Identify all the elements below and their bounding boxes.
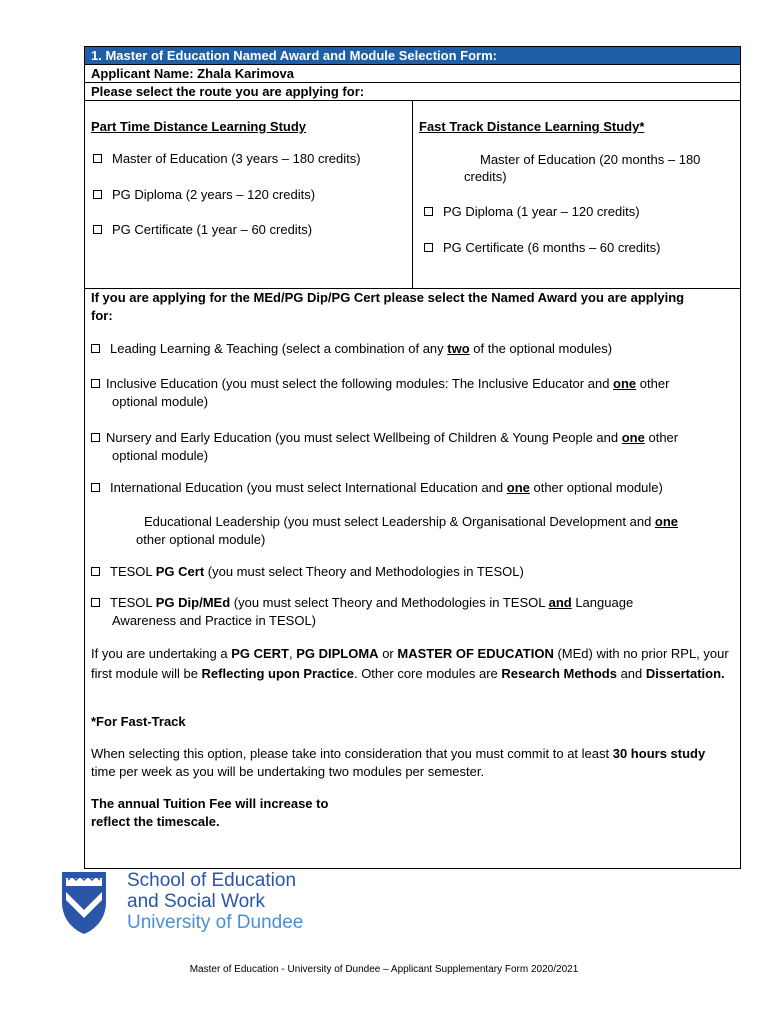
checkbox[interactable] [91,567,100,576]
checkbox[interactable] [424,243,433,252]
part-time-heading: Part Time Distance Learning Study [91,119,307,134]
fast-track-option-pgcert[interactable]: PG Certificate (6 months – 60 credits) [424,239,660,256]
checkbox[interactable] [91,483,100,492]
tuition-fee-note: The annual Tuition Fee will increase to reflect the timescale. [91,796,329,829]
checkbox[interactable] [91,433,100,442]
award-prompt: If you are applying for the MEd/PG Dip/PG Cert please select the Named Award you are applying for: [91,290,685,323]
award-international-education[interactable]: International Education (you must select International Education and one other optional module) [91,479,732,497]
form-title: 1. Master of Education Named Award and Module Selection Form: [85,47,740,65]
fast-track-column [413,101,740,288]
part-time-option-pgcert[interactable]: PG Certificate (1 year – 60 credits) [93,221,312,238]
checkbox[interactable] [91,379,100,388]
fast-track-note-heading: *For Fast-Track [91,714,186,729]
checkbox[interactable] [424,207,433,216]
checkbox[interactable] [93,225,102,234]
checkbox[interactable] [91,344,100,353]
award-educational-leadership[interactable]: Educational Leadership (you must select Leadership & Organisational Development and one other optional module) [136,514,679,547]
award-leading-learning[interactable]: Leading Learning & Teaching (select a combination of any two of the optional modules) [91,340,732,358]
fast-track-option-pgdip[interactable]: PG Diploma (1 year – 120 credits) [424,203,640,220]
university-logo [60,870,350,940]
applicant-name: Applicant Name: Zhala Karimova [85,65,740,83]
award-tesol-pgdip-med[interactable]: TESOL PG Dip/MEd (you must select Theory and Methodologies in TESOL and Language Awareness and Practice in TESOL) [91,594,732,630]
checkbox[interactable] [91,598,100,607]
award-inclusive-education[interactable]: Inclusive Education (you must select the following modules: The Inclusive Educator and one other optional module) [91,375,732,411]
award-nursery-early-education[interactable]: Nursery and Early Education (you must select Wellbeing of Children & Young People and one other optional module) [91,429,732,465]
fast-track-option-med[interactable]: Master of Education (20 months – 180 [480,152,701,167]
checkbox[interactable] [93,190,102,199]
page-footer: Master of Education - University of Dundee – Applicant Supplementary Form 2020/2021 [189,964,579,975]
fast-track-note: When selecting this option, please take into consideration that you must commit to at least 30 hours study time per week as you will be undertaking two modules per semester. [91,746,706,779]
dundee-shield-icon [60,870,108,936]
fast-track-option-med-line2: credits) [464,169,507,184]
named-award-section [85,289,740,869]
logo-text: School of Education and Social Work University of Dundee [127,870,304,933]
fast-track-heading: Fast Track Distance Learning Study* [419,119,645,134]
part-time-option-pgdip[interactable]: PG Diploma (2 years – 120 credits) [93,186,315,203]
core-modules-note: If you are undertaking a PG CERT, PG DIPLOMA or MASTER OF EDUCATION (MEd) with no prior RPL, your first module will be Reflecting upon Practice. Other core modules are Research Methods and Dissertation. [91,646,729,681]
checkbox[interactable] [93,154,102,163]
part-time-option-med[interactable]: Master of Education (3 years – 180 credits) [93,150,361,167]
route-prompt: Please select the route you are applying for: [85,83,740,101]
award-tesol-pgcert[interactable]: TESOL PG Cert (you must select Theory and Methodologies in TESOL) [91,563,732,581]
part-time-column [85,101,413,288]
route-options [85,101,740,289]
selection-form [84,46,741,869]
